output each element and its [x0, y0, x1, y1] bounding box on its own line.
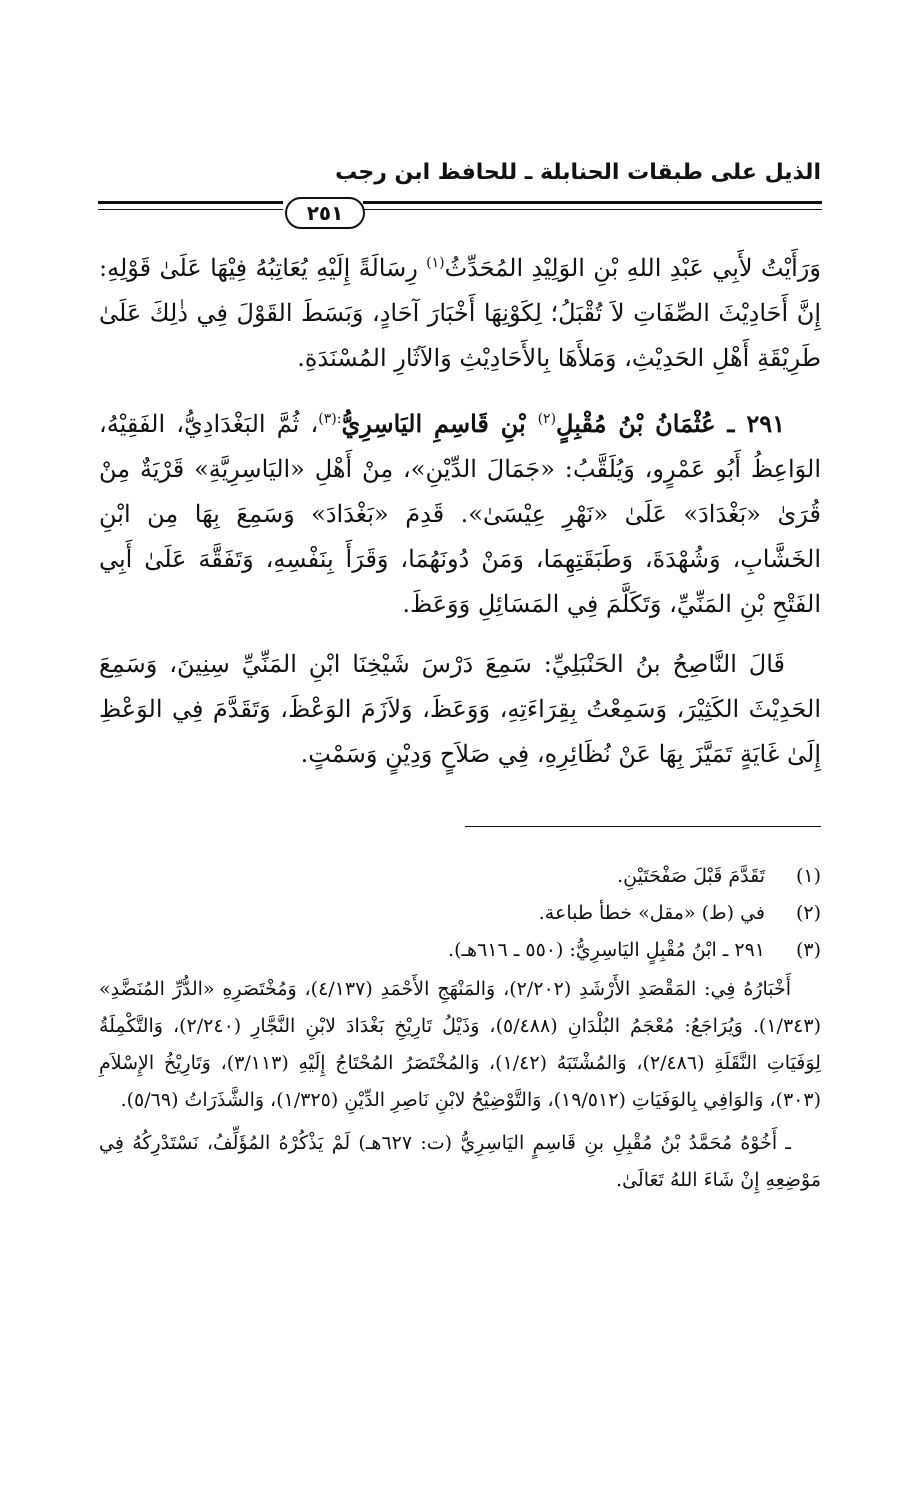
footnote-number: (١)	[795, 865, 821, 887]
footnote-3-brother-note: ـ أَخُوْهُ مُحَمَّدُ بْنُ مُقْبِلِ بنِ قَاسِمٍ اليَاسِرِيُّ (ت: ٦٢٧هـ) لَمْ يَذْكُرْهُ المُؤَلِّفُ، نَسْتَدْرِكُهُ فِي مَوْضِعِهِ إِنْ شَاءَ اللهُ تَعَالَىٰ.	[99, 1132, 821, 1191]
footnote-number: (٢)	[795, 902, 821, 924]
footnote-2	[99, 895, 821, 932]
paragraph-3	[99, 642, 821, 777]
footnote-3-sources: أَخْبَارُهُ فِي: المَقْصَدِ الأَرْشَدِ (٢/٢٠٢)، وَالمَنْهَجِ الأَحْمَدِ (٤/١٣٧)، وَمُخْتَصَرِهِ «الدُّرِّ المُنَضَّدِ» (١/٣٤٣). وَيُرَاجَعُ: مُعْجَمُ البُلْدَانِ (٥/٤٨٨)، وَذَيْلُ تَارِيْخِ بَغْدَادَ لابْنِ النَّجَّارِ (٢/٢٤٠)، وَالتَّكْمِلَةُ لِوَفَيَاتِ النَّقَلَةِ (٢/٤٨٦)، وَالمُشْتَبَهُ (١/٤٢)، وَالمُخْتَصَرُ المُحْتَاجُ إِلَيْهِ (٣/١١٣)، وَتَارِيْخُ الإِسْلاَمِ (٣٠٣)، وَالوَافِي بِالوَفَيَاتِ (١٩/٥١٢)، وَالتَّوْضِيْحُ لابْنِ نَاصِرِ الدِّيْنِ (١/٣٢٥)، وَالشَّذَرَاتُ (٥/٦٩).	[99, 978, 821, 1111]
entry-heading-name: ٢٩١ ـ عُثْمَانُ بْنُ مُقْبِلٍ	[556, 409, 785, 438]
footnote-number: (٣)	[795, 939, 821, 961]
header-rule-left-thin	[98, 209, 283, 210]
entry-heading-lineage: بْنِ قَاسِمِ اليَاسِرِيُّ	[341, 409, 538, 438]
paragraph-1-rest: رِسَالَةً إِلَيْهِ يُعَاتِبُهُ فِيْهَا عَلَىٰ قَوْلِهِ: إِنَّ أَحَادِيْثَ الصِّفَاتِ لاَ تُقْبَلُ؛ لِكَوْنِهَا أَخْبَارَ آحَادٍ، وَبَسَطَ القَوْلَ فِي ذٰلِكَ عَلَىٰ طَرِيْقَةِ أَهْلِ الحَدِيْثِ، وَمَلأَهَا بِالأَحَادِيْثِ وَالآثَارِ المُسْنَدَةِ.	[99, 254, 821, 372]
header-rule-right-thick	[363, 201, 822, 204]
running-title: الذيل على طبقات الحنابلة ـ للحافظ ابن رجب	[335, 160, 821, 185]
footnote-text: في (ط) «مقل» خطأ طباعة.	[538, 902, 765, 924]
header-rule-left-thick	[98, 201, 283, 204]
footnote-1	[99, 858, 821, 895]
header-rule-right-thin	[363, 209, 822, 210]
entry-text: ، ثُمَّ البَغْدَادِيُّ، الفَقِيْهُ، الوَاعِظُ أَبُو عَمْرٍو، وَيُلَقَّبُ: «جَمَالَ الدِّيْنِ»، مِنْ أَهْلِ «اليَاسِرِيَّةِ» قَرْيَةٌ مِنْ قُرَىٰ «بَغْدَادَ» عَلَىٰ «نَهْرِ عِيْسَىٰ». قَدِمَ «بَغْدَادَ» وَسَمِعَ بِهَا مِن ابْنِ الخَشَّابِ، وَشُهْدَةَ، وَطَبَقَتِهِمَا، وَمَنْ دُونَهُمَا، وَقَرَأَ بِنَفْسِهِ، وَتَفَقَّهَ عَلَىٰ أَبِي الفَتْحِ بْنِ المَنِّيِّ، وَتَكَلَّمَ فِي المَسَائِلِ وَوَعَظَ.	[99, 410, 821, 618]
header-rule	[98, 197, 822, 225]
page-number: ٢٥١	[285, 197, 365, 229]
footnote-ref-3: :(٣)	[318, 411, 342, 427]
footnote-ref-2: (٢)	[537, 411, 557, 427]
footnotes	[99, 858, 821, 1199]
footnote-text: تَقَدَّمَ قَبْلَ صَفْحَتَيْنِ.	[617, 865, 765, 887]
paragraph-3-text: قَالَ النَّاصِحُ بنُ الحَنْبَلِيِّ: سَمِعَ دَرْسَ شَيْخِنَا ابْنِ المَنِّيِّ سِنِينَ، وَسَمِعَ الحَدِيْثَ الكَثِيْرَ، وَسَمِعْتُ بِقِرَاءَتِهِ، وَوَعَظَ، وَلاَزَمَ الوَعْظَ، وَتَقَدَّمَ فِي الوَعْظِ إِلَىٰ غَايَةٍ تَمَيَّزَ بِهَا عَنْ نُظَائِرِهِ، فِي صَلاَحٍ وَدِيْنٍ وَسَمْتٍ.	[99, 650, 822, 768]
footnote-3	[99, 932, 821, 969]
footnote-text: ٢٩١ ـ ابْنُ مُقْبِلٍ اليَاسِرِيُّ: (٥٥٠ ـ ٦١٦هـ).	[448, 939, 765, 961]
paragraph-1-text: وَرَأَيْتُ لأَبِي عَبْدِ اللهِ بْنِ الوَلِيْدِ المُحَدِّثُ	[444, 254, 821, 282]
biography-entry-291	[99, 401, 821, 627]
paragraph-1	[99, 246, 821, 381]
footnote-separator	[465, 826, 821, 827]
footnote-ref-1: (١)	[426, 255, 445, 271]
